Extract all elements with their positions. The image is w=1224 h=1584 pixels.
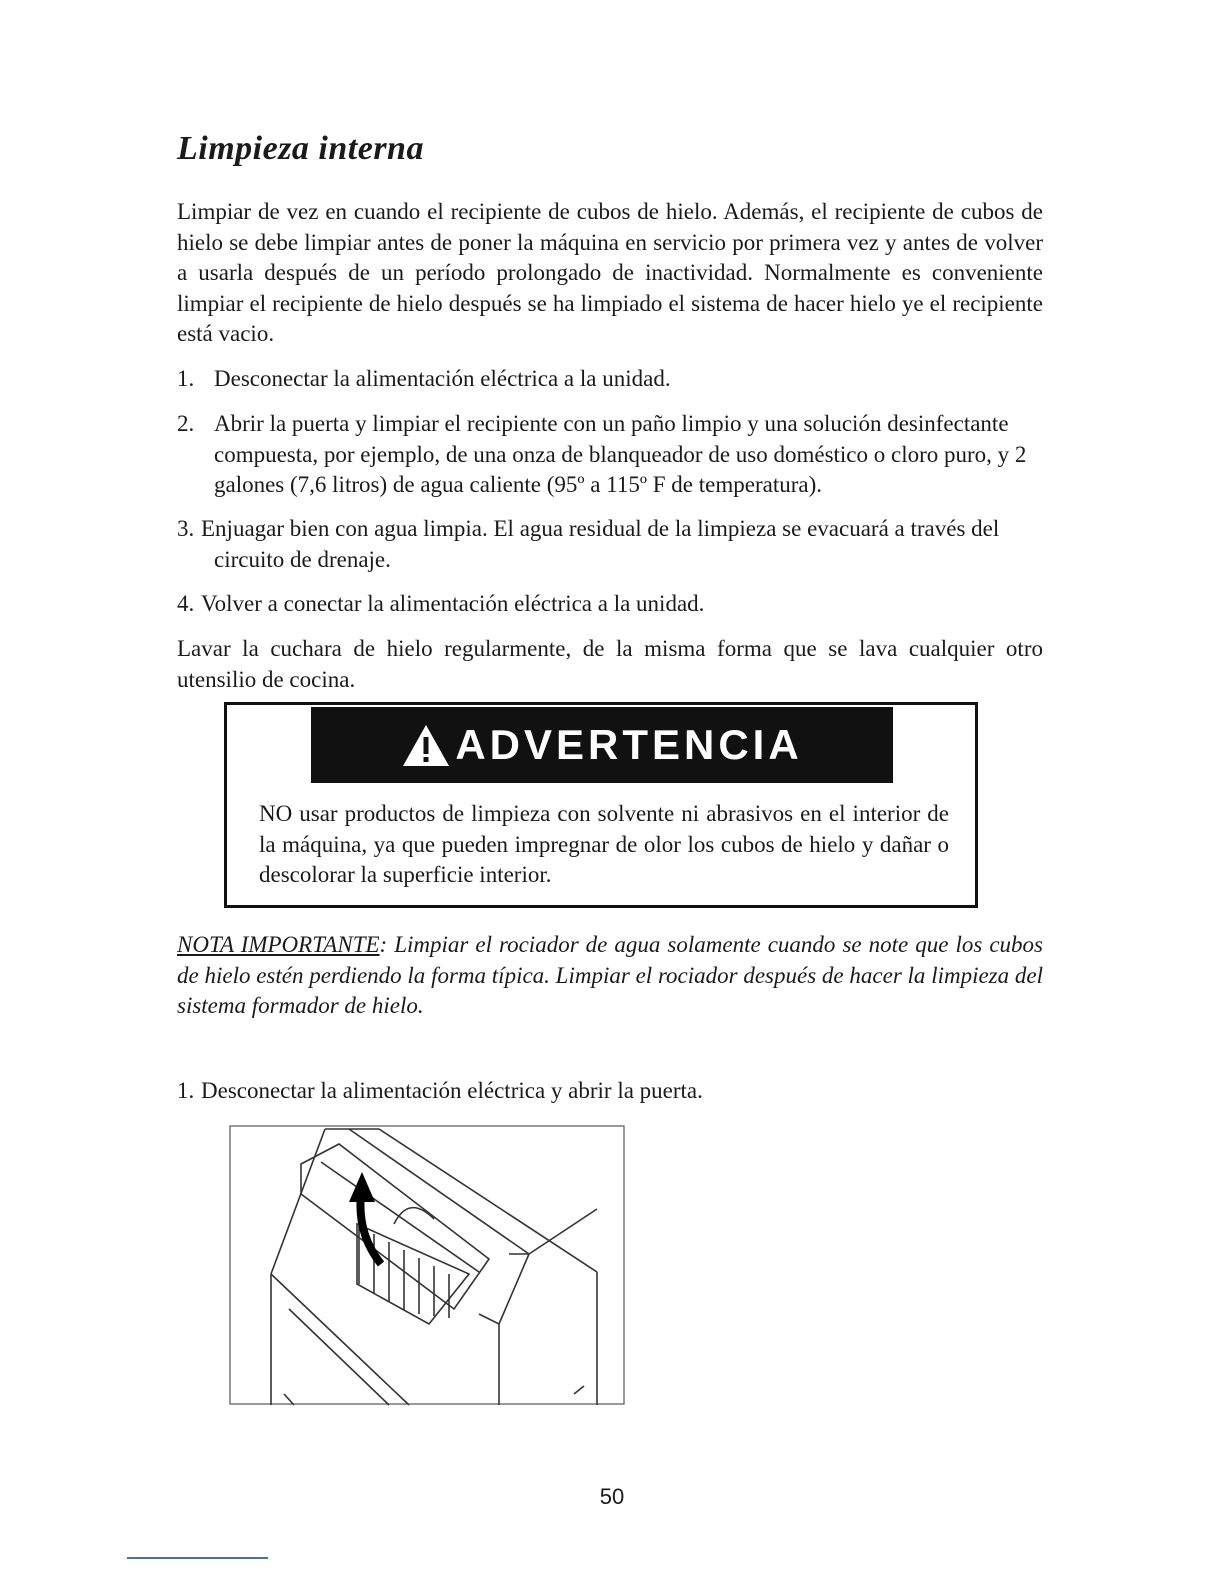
warning-text: NO usar productos de limpieza con solvente ni abrasivos en el interior de la máquina, ya que pueden impregnar de olor los cubos de hielo y dañar o descolorar la superficie interior. [259, 801, 949, 887]
list-item [177, 364, 1043, 395]
important-note [177, 930, 1043, 1022]
note-text: : Limpiar el rociador de agua solamente cuando se note que los cubos de hielo estén perdiendo la forma típica. Limpiar el rociador después de hacer la limpieza del sistema formador de hielo. [177, 932, 1043, 1018]
step-number: 1. [177, 366, 195, 391]
list-item [177, 514, 1043, 575]
warning-banner [311, 707, 893, 783]
list-item [177, 589, 1043, 620]
scoop-paragraph: Lavar la cuchara de hielo regularmente, de la misma forma que se lava cualquier otro utensilio de cocina. [177, 636, 1043, 692]
page-number: 50 [599, 1484, 625, 1509]
step-text: Abrir la puerta y limpiar el recipiente con un paño limpio y una solución desinfectante compuesta, por ejemplo, de una onza de blanqueador de uso doméstico o cloro puro, y 2 galones (7,6 litros) de agua caliente (95º a 115º F de temperatura). [214, 411, 1027, 497]
warning-box [224, 702, 978, 908]
section-title: Limpieza interna [177, 130, 424, 167]
intro-paragraph: Limpiar de vez en cuando el recipiente de cubos de hielo. Además, el recipiente de cubos de hielo se debe limpiar antes de poner la máquina en servicio por primera vez y antes de volver a usarla después de un período prolongado de inactividad. Normalmente es conveniente limpiar el recipiente de hielo después se ha limpiado el sistema de hacer hielo ye el recipiente está vacio. [177, 199, 1043, 346]
note-label: NOTA IMPORTANTE [177, 932, 380, 957]
step-number: 1. [177, 1078, 195, 1103]
step-number: 3. [177, 516, 195, 541]
step-number: 4. [177, 591, 195, 616]
warning-triangle-icon [401, 722, 451, 768]
list-item [177, 1076, 1043, 1107]
list-item [177, 409, 1043, 501]
step-number: 2. [177, 411, 195, 436]
footer-rule [127, 1557, 268, 1559]
step-text: Enjuagar bien con agua limpia. El agua residual de la limpieza se evacuará a través del circuito de drenaje. [201, 516, 1000, 572]
ice-machine-illustration [229, 1124, 625, 1406]
warning-heading: ADVERTENCIA [455, 721, 803, 768]
step-text: Desconectar la alimentación eléctrica y abrir la puerta. [201, 1078, 703, 1103]
step-text: Desconectar la alimentación eléctrica a la unidad. [214, 366, 671, 391]
step-text: Volver a conectar la alimentación eléctrica a la unidad. [201, 591, 705, 616]
